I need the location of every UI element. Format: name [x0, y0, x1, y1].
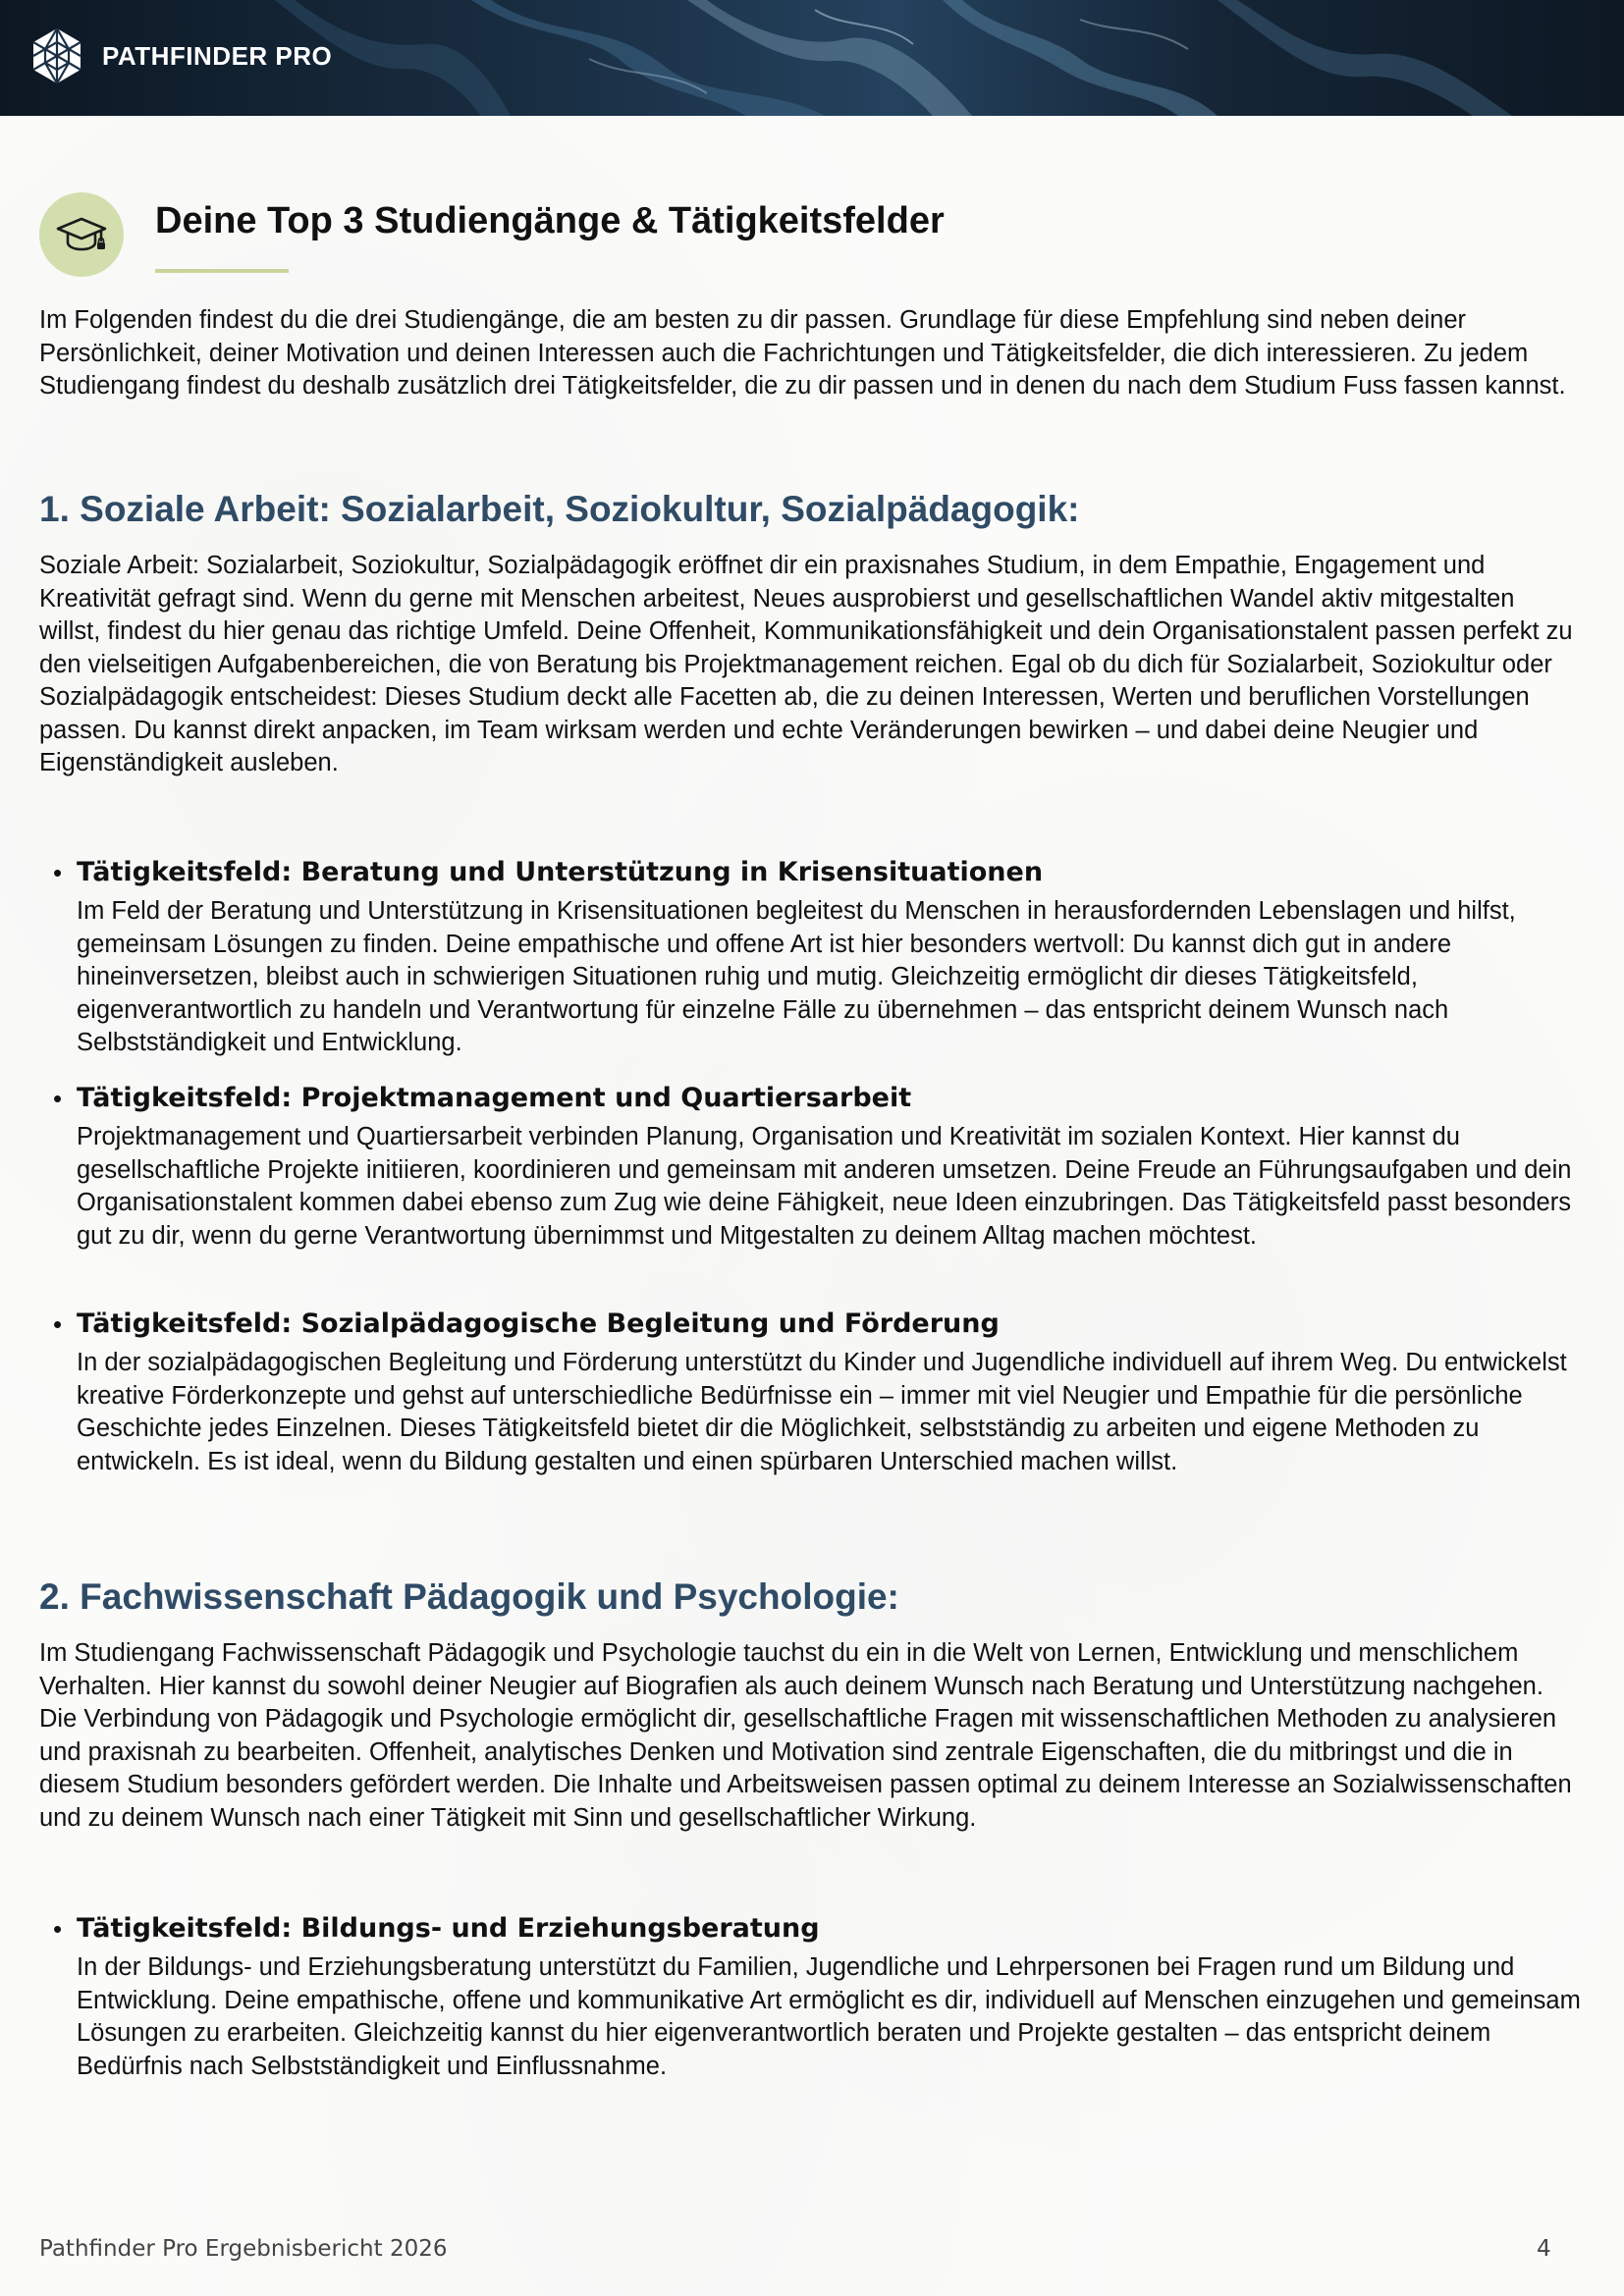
program-2-description: Im Studiengang Fachwissenschaft Pädagogik und Psychologie tauchst du ein in die Welt von Lernen, Entwicklung und menschlichem Verhalten. Hier kannst du sowohl deiner Neugier auf Biografien als auch deinem Wunsch nach Beratung und Unterstützung nachgehen. Die Verbindung von Pädagogik und Psychologie ermöglicht dir, gesellschaftliche Fragen mit wissenschaftlichen Methoden zu analysieren und praxisnah zu bearbeiten. Offenheit, analytisches Denken und Motivation sind zentrale Eigenschaften, die du mitbringst und die in diesem Studium besonders gefördert werden. Die Inhalte und Arbeitsweisen passen optimal zu deinem Interesse an Sozialwissenschaften und zu deinem Wunsch nach einer Tätigkeit mit Sinn und gesellschaftlicher Wirkung.: [39, 1639, 1572, 1832]
title-underline: [155, 269, 289, 273]
brand-logo[interactable]: [26, 22, 332, 90]
field-title: Tätigkeitsfeld: Beratung und Unterstützung in Krisensituationen: [77, 857, 1044, 887]
program-1-title: 1. Soziale Arbeit: Sozialarbeit, Soziokultur, Sozialpädagogik:: [39, 489, 1080, 529]
brand-name: PATHFINDER PRO: [102, 40, 333, 71]
bullet-marker: •: [53, 1309, 63, 1339]
section-icon-badge: [39, 192, 124, 277]
page-title: Deine Top 3 Studiengänge & Tätigkeitsfelder: [155, 200, 945, 241]
field-description: In der sozialpädagogischen Begleitung und Förderung unterstützt du Kinder und Jugendliche individuell auf ihrem Weg. Du entwickelst kreative Förderkonzepte und gehst auf unterschiedliche Bedürfnisse ein – immer mit viel Neugier und Empathie für die persönliche Geschichte jedes Einzelnen. Dieses Tätigkeitsfeld bietet dir die Möglichkeit, selbstständig zu arbeiten und eigene Methoden zu entwickeln. Es ist ideal, wenn du Bildung gestalten und einen spürbaren Unterschied machen willst.: [77, 1349, 1567, 1475]
footer-report-title: Pathfinder Pro Ergebnisbericht 2026: [39, 2236, 448, 2262]
header-banner: [0, 0, 1624, 116]
field-description: Im Feld der Beratung und Unterstützung in Krisensituationen begleitest du Menschen in herausfordernden Lebenslagen und hilfst, gemeinsam Lösungen zu finden. Deine empathische und offene Art ist hier besonders wertvoll: Du kannst dich gut in andere hineinversetzen, bleibst auch in schwierigen Situationen ruhig und mutig. Gleichzeitig ermöglicht dir dieses Tätigkeitsfeld, eigenverantwortlich zu handeln und Verantwortung für einzelne Fälle zu übernehmen – das entspricht deinem Wunsch nach Selbstständigkeit und Entwicklung.: [77, 897, 1516, 1056]
geodesic-hexagon-icon: [26, 25, 88, 87]
graduation-cap-icon: [54, 207, 109, 262]
bullet-marker: •: [53, 1084, 63, 1113]
bullet-marker: •: [53, 858, 63, 887]
field-title: Tätigkeitsfeld: Bildungs- und Erziehungsberatung: [77, 1913, 820, 1944]
field-title: Tätigkeitsfeld: Projektmanagement und Quartiersarbeit: [77, 1083, 912, 1113]
page-number: 4: [1537, 2236, 1551, 2262]
bullet-marker: •: [53, 1914, 63, 1944]
program-1-description: Soziale Arbeit: Sozialarbeit, Soziokultur, Sozialpädagogik eröffnet dir ein praxisnahes Studium, in dem Empathie, Engagement und Kreativität gefragt sind. Wenn du gerne mit Menschen arbeitest, Neues ausprobierst und gesellschaftlichen Wandel aktiv mitgestalten willst, findest du hier genau das richtige Umfeld. Deine Offenheit, Kommunikationsfähigkeit und dein Organisationstalent passen perfekt zu den vielseitigen Aufgabenbereichen, die von Beratung bis Projektmanagement reichen. Egal ob du dich für Sozialarbeit, Soziokultur oder Sozialpädagogik entscheidest: Dieses Studium deckt alle Facetten ab, die zu deinen Interessen, Werten und beruflichen Vorstellungen passen. Du kannst direkt anpacken, im Team wirksam werden und echte Veränderungen bewirken – und dabei deine Neugier und Eigenständigkeit ausleben.: [39, 552, 1573, 776]
field-description: Projektmanagement und Quartiersarbeit verbinden Planung, Organisation und Kreativität im sozialen Kontext. Hier kannst du gesellschaftliche Projekte initiieren, koordinieren und gemeinsam mit anderen umsetzen. Deine Freude an Führungsaufgaben und dein Organisationstalent kommen dabei ebenso zum Zug wie deine Fähigkeit, neue Ideen einzubringen. Das Tätigkeitsfeld passt besonders gut zu dir, wenn du gerne Verantwortung übernimmst und Mitgestalten zu deinem Alltag machen möchtest.: [77, 1123, 1572, 1250]
intro-paragraph: Im Folgenden findest du die drei Studiengänge, die am besten zu dir passen. Grundlage für diese Empfehlung sind neben deiner Persönlichkeit, deiner Motivation und deinen Interessen auch die Fachrichtungen und Tätigkeitsfelder, die dich interessieren. Zu jedem Studiengang findest du deshalb zusätzlich drei Tätigkeitsfelder, die zu dir passen und in denen du nach dem Studium Fuss fassen kannst.: [39, 306, 1566, 400]
program-2-title: 2. Fachwissenschaft Pädagogik und Psychologie:: [39, 1576, 899, 1617]
field-description: In der Bildungs- und Erziehungsberatung unterstützt du Familien, Jugendliche und Lehrpersonen bei Fragen rund um Bildung und Entwicklung. Deine empathische, offene und kommunikative Art ermöglicht es dir, individuell auf Menschen einzugehen und gemeinsam Lösungen zu erarbeiten. Gleichzeitig kannst du hier eigenverantwortlich beraten und Projekte gestalten – das entspricht deinem Bedürfnis nach Selbstständigkeit und Einflussnahme.: [77, 1953, 1581, 2080]
field-title: Tätigkeitsfeld: Sozialpädagogische Begleitung und Förderung: [77, 1308, 1000, 1339]
